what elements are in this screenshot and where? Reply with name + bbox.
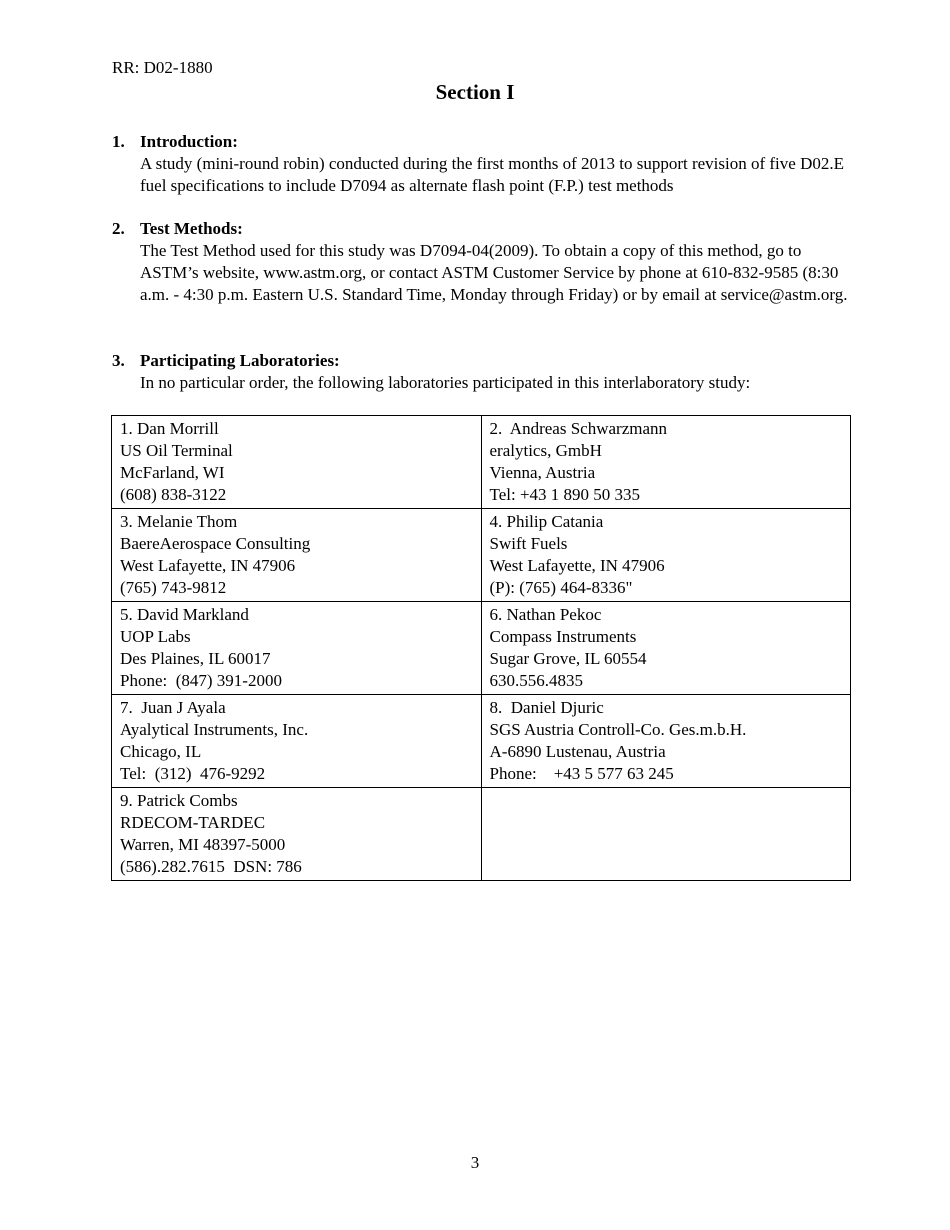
section-heading: Introduction:: [140, 132, 238, 151]
lab-location: Sugar Grove, IL 60554: [489, 649, 647, 668]
lab-cell: [112, 602, 482, 695]
page-number: 3: [470, 1153, 480, 1172]
lab-cell: [112, 788, 482, 881]
lab-name: 7. Juan J Ayala: [120, 698, 226, 717]
lab-name: 2. Andreas Schwarzmann: [489, 419, 668, 438]
lab-cell: [112, 695, 482, 788]
section-participating-laboratories: [112, 350, 852, 394]
section-number: 1.: [112, 132, 125, 151]
section-test-methods: [112, 218, 852, 306]
lab-phone: (765) 743-9812: [120, 578, 227, 597]
lab-cell: [112, 416, 482, 509]
table-row: [112, 509, 851, 602]
lab-organization: Swift Fuels: [489, 534, 568, 553]
lab-name: 6. Nathan Pekoc: [489, 605, 602, 624]
lab-location: Chicago, IL: [120, 742, 202, 761]
lab-phone: Tel: (312) 476-9292: [120, 764, 266, 783]
section-heading: Participating Laboratories:: [140, 351, 340, 370]
report-id: RR: D02-1880: [112, 58, 213, 77]
lab-organization: Compass Instruments: [489, 627, 637, 646]
lab-name: 3. Melanie Thom: [120, 512, 238, 531]
lab-name: 1. Dan Morrill: [120, 419, 219, 438]
table-row: [112, 695, 851, 788]
lab-organization: US Oil Terminal: [120, 441, 233, 460]
lab-organization: SGS Austria Controll-Co. Ges.m.b.H.: [489, 720, 747, 739]
lab-organization: UOP Labs: [120, 627, 191, 646]
lab-organization: RDECOM-TARDEC: [120, 813, 266, 832]
section-heading: Test Methods:: [140, 219, 243, 238]
lab-cell: [481, 416, 851, 509]
section-body: A study (mini-round robin) conducted during the first months of 2013 to support revision of five D02.E fuel specifications to include D7094 as alternate flash point (F.P.) test methods: [140, 154, 844, 195]
table-row: [112, 602, 851, 695]
lab-location: West Lafayette, IN 47906: [120, 556, 296, 575]
lab-location: Vienna, Austria: [489, 463, 596, 482]
lab-phone: (586).282.7615 DSN: 786: [120, 857, 302, 876]
lab-location: McFarland, WI: [120, 463, 225, 482]
section-title: Section I: [435, 80, 515, 104]
lab-organization: BaereAerospace Consulting: [120, 534, 311, 553]
lab-location: Warren, MI 48397-5000: [120, 835, 286, 854]
lab-name: 8. Daniel Djuric: [489, 698, 604, 717]
lab-phone: (P): (765) 464-8336": [489, 578, 633, 597]
lab-location: A-6890 Lustenau, Austria: [489, 742, 666, 761]
lab-organization: Ayalytical Instruments, Inc.: [120, 720, 309, 739]
lab-name: 5. David Markland: [120, 605, 249, 624]
lab-organization: eralytics, GmbH: [489, 441, 602, 460]
section-number: 2.: [112, 219, 125, 238]
table-row: [112, 788, 851, 881]
section-introduction: [112, 131, 852, 197]
lab-cell: [481, 509, 851, 602]
lab-phone: Tel: +43 1 890 50 335: [489, 485, 641, 504]
lab-cell: [481, 695, 851, 788]
lab-location: West Lafayette, IN 47906: [489, 556, 665, 575]
table-row: [112, 416, 851, 509]
section-body: The Test Method used for this study was D7094-04(2009). To obtain a copy of this method, go to ASTM’s website, www.astm.org, or contact ASTM Customer Service by phone at 610-832-9585 (8:30 a.m. - 4:30 p.m. Eastern U.S. Standard Time, Monday through Friday) or by email at service@astm.org.: [140, 241, 848, 304]
lab-cell: [481, 602, 851, 695]
laboratories-table: [111, 415, 851, 881]
lab-location: Des Plaines, IL 60017: [120, 649, 271, 668]
lab-cell: [112, 509, 482, 602]
lab-phone: 630.556.4835: [489, 671, 583, 690]
lab-name: 9. Patrick Combs: [120, 791, 238, 810]
section-body: In no particular order, the following laboratories participated in this interlaboratory study:: [140, 373, 751, 392]
empty-cell: [481, 788, 851, 881]
lab-phone: Phone: +43 5 577 63 245: [489, 764, 674, 783]
lab-phone: (608) 838-3122: [120, 485, 227, 504]
lab-name: 4. Philip Catania: [489, 512, 604, 531]
section-number: 3.: [112, 351, 125, 370]
lab-phone: Phone: (847) 391-2000: [120, 671, 282, 690]
